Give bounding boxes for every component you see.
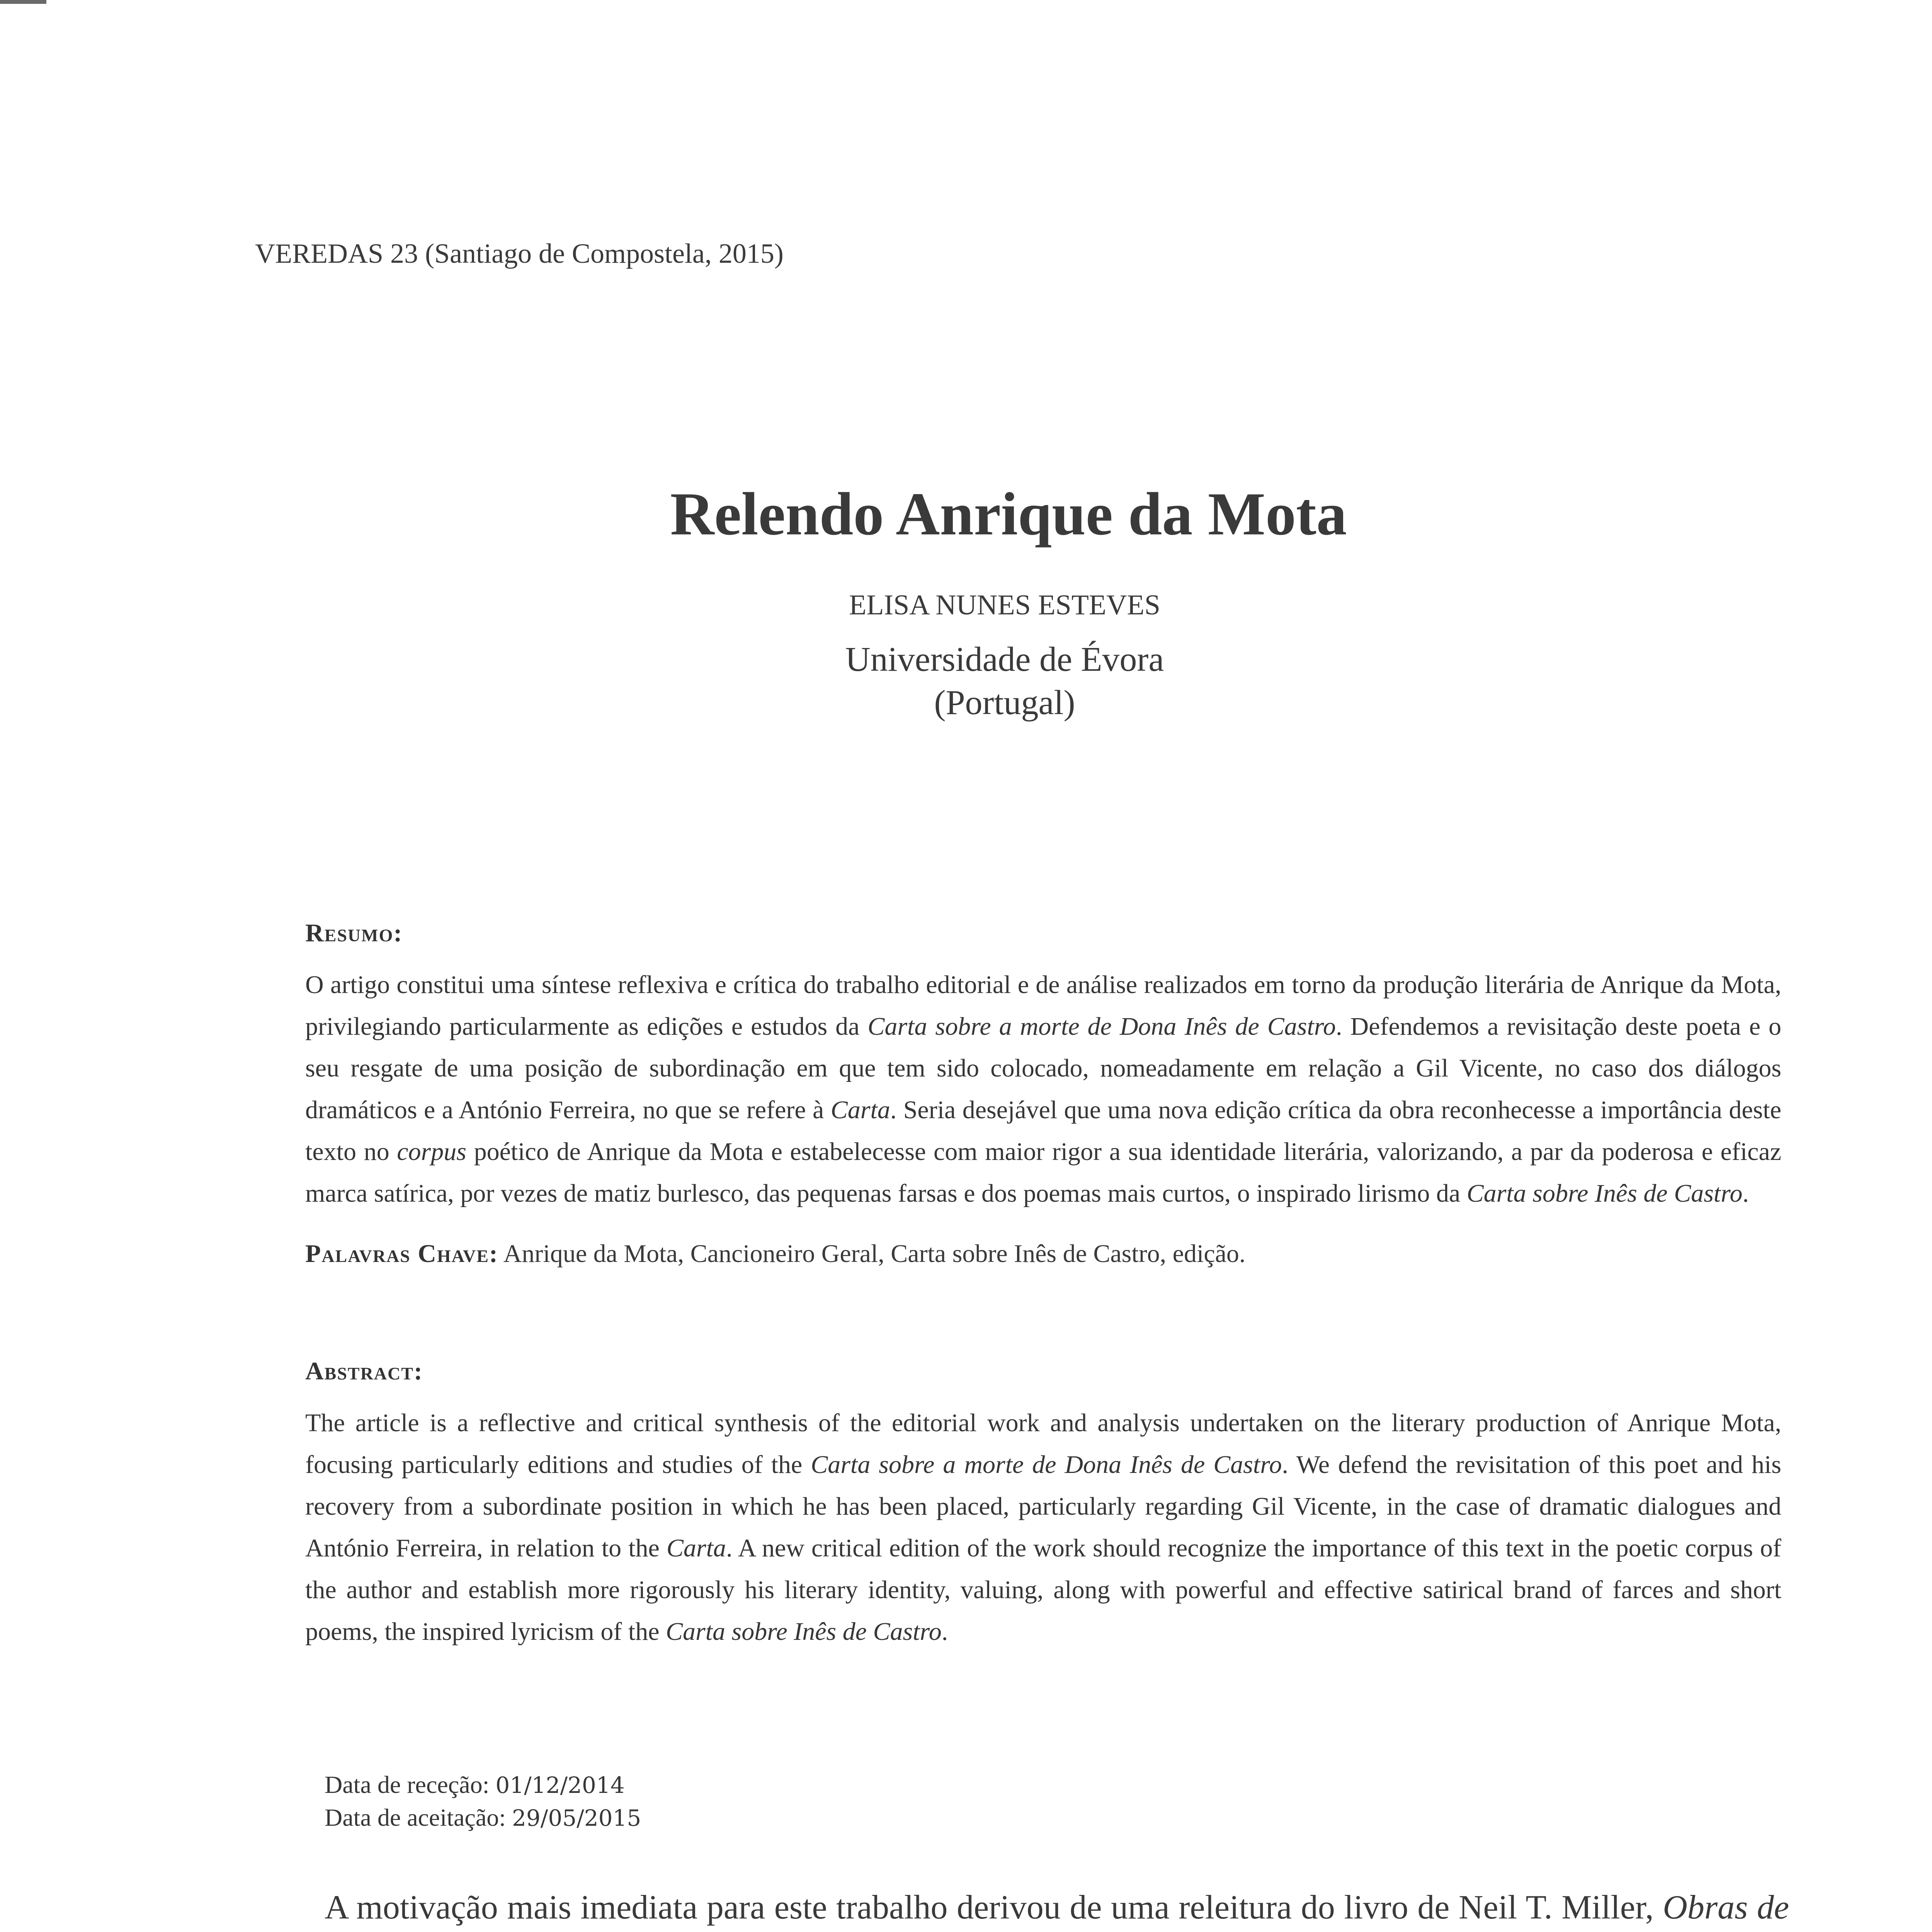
text-run: The article is a reflective and critical synthesis of the editorial work and analysis undertaken on the literary production of Anrique Mota, focusing particularly editions and studies of the: [305, 1409, 1781, 1479]
text-run: .: [941, 1617, 948, 1646]
author-block: [39, 588, 1932, 724]
italic-title-text: Obras de: [1663, 1889, 1789, 1926]
scan-artifact: [0, 0, 46, 4]
italic-title-text: Carta: [666, 1534, 726, 1562]
accepted-date-line: [325, 1801, 1932, 1834]
text-run: . Seria desejável que uma nova edição crítica da obra reconhecesse a importância deste texto no: [305, 1096, 1781, 1166]
text-run: . We defend the revisitation of this poet and his recovery from a subordinate position in which he has been placed, particularly regarding Gil Vicente, in the case of dramatic dialogues and António Ferreira, in relation to the: [305, 1451, 1781, 1562]
keywords-line: [305, 1233, 1781, 1275]
affiliation-country: (Portugal): [934, 684, 1075, 722]
resumo-heading: Resumo:: [305, 919, 403, 947]
article-title: Relendo Anrique da Mota: [670, 480, 1347, 548]
body-paragraph: [278, 1881, 1789, 1932]
abstract-body: [305, 1402, 1781, 1653]
italic-title-text: Carta sobre a morte de Dona Inês de Castro: [811, 1451, 1282, 1479]
text-run: . A new critical edition of the work should recognize the importance of this text in the poetic corpus of the author and establish more rigorously his literary identity, valuing, along with powerful and effective satirical brand of farces and short poems, the inspired lyricism of the: [305, 1534, 1781, 1646]
abstract-heading: Abstract:: [305, 1357, 423, 1385]
author-name: ELISA NUNES ESTEVES: [849, 589, 1160, 621]
resumo-section: [305, 918, 1781, 1214]
journal-header: VEREDAS 23 (Santiago de Compostela, 2015): [255, 238, 784, 269]
text-run: .: [1742, 1179, 1749, 1208]
resumo-body: [305, 964, 1781, 1214]
affiliation: [39, 638, 1932, 724]
keywords-value: Anrique da Mota, Cancioneiro Geral, Carta sobre Inês de Castro, edição.: [503, 1240, 1246, 1268]
abstract-section: [305, 1356, 1781, 1653]
accepted-label: Data de aceitação:: [325, 1804, 506, 1831]
body-paragraph-text: [278, 1889, 1789, 1932]
received-date-line: [325, 1769, 1932, 1801]
submission-dates: [325, 1769, 1932, 1834]
affiliation-university: Universidade de Évora: [845, 640, 1164, 679]
italic-title-text: Carta sobre Inês de Castro: [1466, 1179, 1743, 1208]
text-run: A motivação mais imediata para este trabalho derivou de uma releitura do livro de Neil T. Miller,: [325, 1889, 1663, 1926]
text-run: poético de Anrique da Mota e estabelecesse com maior rigor a sua identidade literária, valorizando, a par da poderosa e eficaz marca satírica, por vezes de matiz burlesco, das pequenas farsas e dos poemas mais curtos, o inspirado lirismo da: [305, 1138, 1782, 1208]
keywords-label: Palavras Chave:: [305, 1240, 498, 1268]
text-run: . Defendemos a revisitação deste poeta e o seu resgate de uma posição de subordinação em que tem sido colocado, nomeadamente em relação a Gil Vicente, no caso dos diálogos dramáticos e a António Ferreira, no que se refere à: [305, 1012, 1781, 1124]
italic-title-text: Carta sobre a morte de Dona Inês de Castro: [867, 1012, 1336, 1041]
text-run: O artigo constitui uma síntese reflexiva e crítica do trabalho editorial e de análise realizados em torno da produção literária de Anrique da Mota, privilegiando particularmente as edições e estudos da: [305, 971, 1781, 1041]
italic-title-text: corpus: [397, 1138, 466, 1166]
italic-title-text: Carta: [830, 1096, 890, 1124]
received-value: 01/12/2014: [495, 1772, 625, 1798]
accepted-value: 29/05/2015: [512, 1805, 641, 1831]
received-label: Data de receção:: [325, 1771, 490, 1798]
italic-title-text: Carta sobre Inês de Castro: [666, 1617, 942, 1646]
